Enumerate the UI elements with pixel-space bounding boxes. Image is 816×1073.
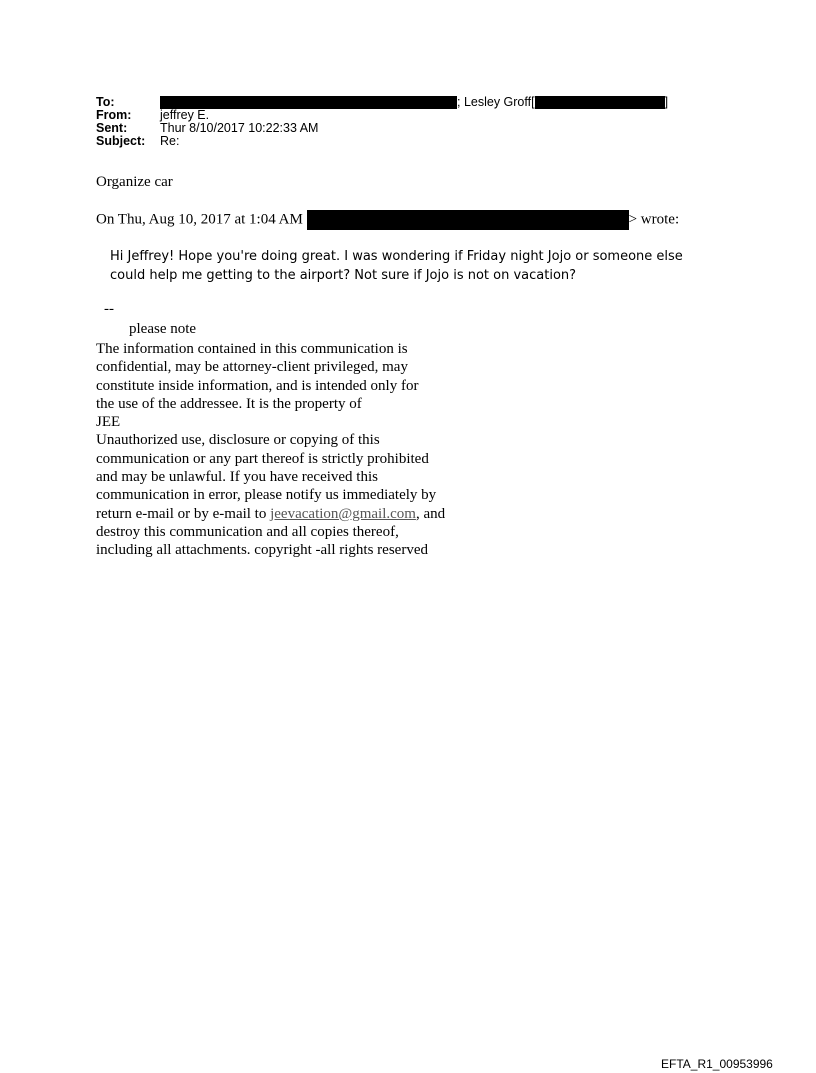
- sent-label: Sent:: [96, 121, 128, 135]
- disclaimer-line: and may be unlawful. If you have received this: [96, 469, 378, 486]
- quote-intro: [96, 210, 679, 230]
- disclaimer-line: communication or any part thereof is strictly prohibited: [96, 450, 429, 467]
- disclaimer-line: communication in error, please notify us immediately by: [96, 487, 437, 504]
- from-label: From:: [96, 108, 132, 122]
- disclaimer-line: JEE: [96, 414, 121, 431]
- quoted-message: Hi Jeffrey! Hope you're doing great. I was wondering if Friday night Jojo or someone else could help me getting to the airport? Not sure if Jojo is not on vacation?: [110, 249, 683, 283]
- disclaimer-line: The information contained in this communication is: [96, 341, 408, 357]
- please-note: please note: [129, 321, 197, 337]
- disclaimer: [96, 340, 496, 560]
- disclaimer-line: including all attachments. copyright -all rights reserved: [96, 542, 428, 559]
- to-label: To:: [96, 95, 115, 109]
- email-link[interactable]: jeevacation@gmail.com: [270, 505, 416, 522]
- disclaimer-line: confidential, may be attorney-client privileged, may: [96, 359, 408, 376]
- redaction-block: [535, 96, 665, 109]
- sent-value: Thur 8/10/2017 10:22:33 AM: [160, 121, 319, 135]
- reply-text: Organize car: [96, 174, 173, 190]
- quote-intro-prefix: On Thu, Aug 10, 2017 at 1:04 AM: [96, 211, 303, 228]
- document-id: EFTA_R1_00953996: [661, 1057, 773, 1071]
- subject-row: [96, 135, 736, 148]
- disclaimer-line: Unauthorized use, disclosure or copying of this: [96, 432, 380, 449]
- disclaimer-line: destroy this communication and all copies thereof,: [96, 523, 399, 540]
- disclaimer-line: constitute inside information, and is intended only for: [96, 377, 419, 394]
- disclaimer-line: the use of the addressee. It is the property of: [96, 395, 362, 412]
- email-line-suffix: , and: [415, 505, 446, 522]
- to-separator: ; Lesley Groff[: [457, 95, 535, 109]
- to-value: [160, 96, 668, 109]
- redaction-block: [307, 210, 629, 230]
- signature-dashes: --: [104, 301, 114, 317]
- email-header: [96, 96, 736, 148]
- disclaimer-email-line: [96, 505, 496, 523]
- quote-intro-suffix: > wrote:: [628, 211, 680, 228]
- subject-value: Re:: [160, 134, 180, 148]
- to-close: ]: [664, 95, 669, 109]
- sent-row: [96, 122, 736, 135]
- subject-label: Subject:: [96, 134, 146, 148]
- from-value: jeffrey E.: [160, 108, 210, 122]
- email-line-prefix: return e-mail or by e-mail to: [96, 505, 271, 522]
